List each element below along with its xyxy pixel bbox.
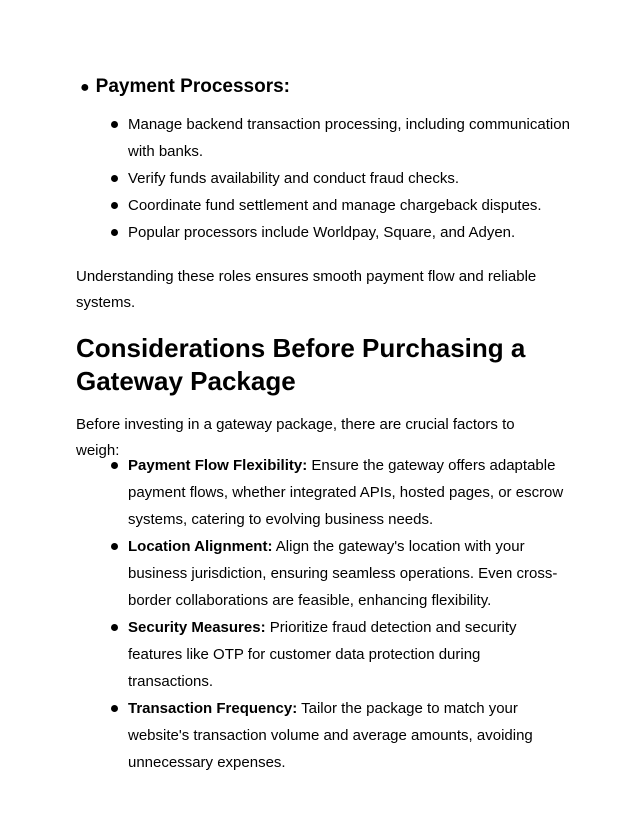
list-item-text: Prioritize fraud detection and security features like OTP for customer data protection during transactions. (128, 619, 517, 690)
list-item-text: Coordinate fund settlement and manage chargeback disputes. (128, 197, 542, 214)
roles-paragraph: Understanding these roles ensures smooth payment flow and reliable systems. (76, 268, 537, 311)
list-item (108, 614, 568, 695)
list-item-text: Tailor the package to match your website's transaction volume and average amounts, avoiding unnecessary expenses. (128, 700, 533, 771)
list-item-label: Payment Flow Flexibility: (128, 457, 308, 474)
list-item-text: Ensure the gateway offers adaptable payment flows, whether integrated APIs, hosted pages, or escrow systems, catering to evolving business needs. (128, 457, 564, 528)
list-item-label: Security Measures: (128, 619, 266, 636)
list-item (108, 452, 568, 533)
list-item (108, 533, 568, 614)
list-item (108, 192, 578, 219)
considerations-heading: Considerations Before Purchasing a Gateway Package (76, 333, 526, 396)
list-item-text: Align the gateway's location with your business jurisdiction, ensuring seamless operations. Even cross-border collaborations are feasible, enhancing flexibility. (128, 538, 558, 609)
list-item-text: Verify funds availability and conduct fraud checks. (128, 170, 460, 187)
payment-processors-heading (80, 74, 290, 101)
considerations-list (108, 452, 568, 776)
considerations-intro: Before investing in a gateway package, there are crucial factors to weigh: (76, 416, 515, 459)
heading-bullet-icon: ● (80, 79, 90, 96)
list-item (108, 111, 578, 165)
payment-processors-list (108, 111, 578, 246)
list-item (108, 219, 578, 246)
list-item-text: Popular processors include Worldpay, Square, and Adyen. (128, 224, 516, 241)
list-item (108, 165, 578, 192)
list-item-text: Manage backend transaction processing, including communication with banks. (128, 116, 570, 160)
list-item-label: Location Alignment: (128, 538, 273, 555)
list-item-label: Transaction Frequency: (128, 700, 298, 717)
list-item (108, 695, 568, 776)
payment-processors-heading-text: Payment Processors: (95, 76, 290, 97)
